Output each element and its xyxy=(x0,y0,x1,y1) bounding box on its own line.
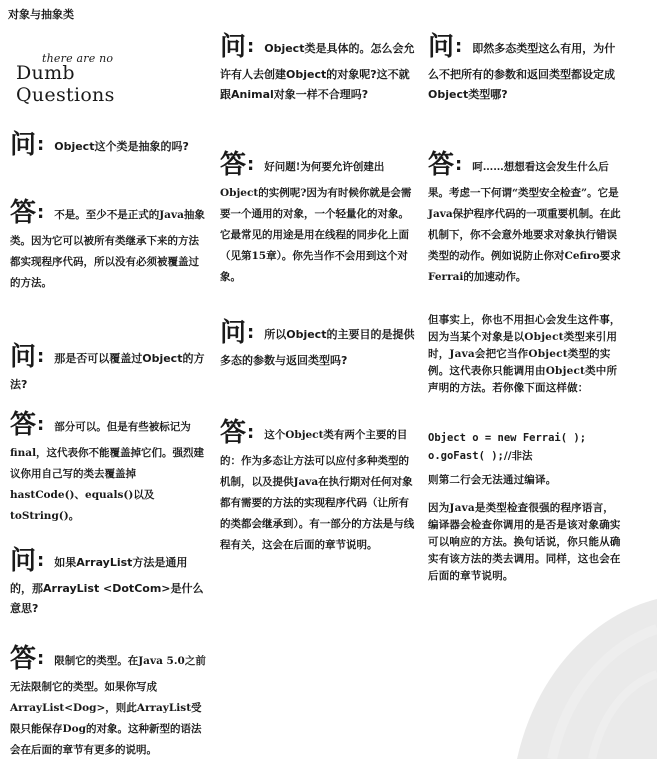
colon: : xyxy=(37,202,45,223)
answer-text: 好问题!为何要允许创建出Object的实例呢?因为有时候你就是会需要一个通用的对象，一个轻量化的对象。它最常见的用途是用在线程的同步化上面（见第15章）。你先当作不会用到这个对象。 xyxy=(220,161,412,283)
answer-6 xyxy=(428,144,624,286)
code-statement: o.goFast( ); xyxy=(428,450,504,462)
question-mark: 问 xyxy=(10,342,36,372)
answer-3 xyxy=(10,638,206,759)
question-mark: 问 xyxy=(220,32,246,62)
answer-mark: 答 xyxy=(10,644,36,674)
question-text: 那是否可以覆盖过Object的方法? xyxy=(10,352,205,391)
answer-text: 部分可以。但是有些被标记为final，这代表你不能覆盖掉它们。强烈建议你用自己写的类去覆盖掉hastCode()、equals()以及toString()。 xyxy=(10,421,205,522)
code-line-1: Object o = new Ferrai( ); xyxy=(428,432,587,444)
answer-4 xyxy=(220,144,416,286)
question-mark: 问 xyxy=(10,546,36,576)
colon: : xyxy=(37,414,45,435)
question-mark: 问 xyxy=(220,318,246,348)
answer-1 xyxy=(10,192,206,292)
answer-text: 呵……想想看这会发生什么后果。考虑一下何谓“类型安全检查”。它是Java保护程序代码的一项重要机制。在此机制下，你不会意外地要求对象执行错误类型的动作。例如说防止你对Cefiro要求Ferrai的加速动作。 xyxy=(428,161,621,283)
answer-mark: 答 xyxy=(220,418,246,448)
answer-text: 不是。至少不是正式的Java抽象类。因为它可以被所有类继承下来的方法都实现程序代码，所以没有必须被覆盖过的方法。 xyxy=(10,209,205,289)
colon: : xyxy=(247,36,255,57)
answer-mark: 答 xyxy=(220,150,246,180)
colon: : xyxy=(37,346,45,367)
question-1 xyxy=(10,124,206,161)
answer-text: 限制它的类型。在Java 5.0之前无法限制它的类型。如果你写成ArrayList<Dog>，则此ArrayList受限只能保存Dog的对象。这种新型的语法会在后面的章节有更多的说明。 xyxy=(10,655,206,756)
answer-text: 这个Object类有两个主要的目的：作为多态让方法可以应付多种类型的机制，以及提供Java在执行期对任何对象都有需要的方法的实现程序代码（让所有的类都会继承到）。有一部分的方法是与线程有关，这会在后面的章节说明。 xyxy=(220,429,415,551)
question-mark: 问 xyxy=(10,130,36,160)
question-text: Object这个类是抽象的吗? xyxy=(54,140,189,153)
seal-watermark xyxy=(507,589,657,759)
colon: : xyxy=(247,422,255,443)
dumb-questions-logo xyxy=(16,52,176,106)
question-3 xyxy=(10,540,206,617)
question-text: 所以Object的主要目的是提供多态的参数与返回类型吗? xyxy=(220,328,415,367)
colon: : xyxy=(247,322,255,343)
code-line-2 xyxy=(428,448,638,465)
paragraph-compile-error: 则第二行会无法通过编译。 xyxy=(428,474,557,486)
colon: : xyxy=(37,648,45,669)
logo-main-text: Dumb Questions xyxy=(16,62,115,106)
colon: : xyxy=(455,36,463,57)
paragraph-type-checking: 因为Java是类型检查很强的程序语言，编译器会检查你调用的是否是该对象确实可以响应的方法。换句话说，你只能从确实有该方法的类去调用。同样，这也会在后面的章节说明。 xyxy=(428,502,621,582)
chapter-header: 对象与抽象类 xyxy=(8,8,74,21)
question-2 xyxy=(10,336,206,393)
colon: : xyxy=(37,134,45,155)
question-text: 如果ArrayList方法是通用的，那ArrayList <DotCom>是什么意思? xyxy=(10,556,204,615)
question-mark: 问 xyxy=(428,32,454,62)
code-comment: //非法 xyxy=(503,450,533,462)
question-text: Object类是具体的。怎么会允许有人去创建Object的对象呢?这不就跟Animal对象一样不合理吗? xyxy=(220,42,415,101)
answer-mark: 答 xyxy=(428,150,454,180)
answer-mark: 答 xyxy=(10,410,36,440)
question-text: 即然多态类型这么有用，为什么不把所有的参数和返回类型都设定成Object类型哪? xyxy=(428,42,616,101)
colon: : xyxy=(247,154,255,175)
colon: : xyxy=(37,550,45,571)
question-4 xyxy=(220,26,416,103)
question-6 xyxy=(428,26,624,103)
paragraph-type-reference: 但事实上，你也不用担心会发生这件事，因为当某个对象是以Object类型来引用时，Java会把它当作Object类型的实例。这代表你只能调用由Object类中所声明的方法。若你像下面这样做： xyxy=(428,314,621,394)
answer-2 xyxy=(10,404,206,525)
logo-top-text: there are no xyxy=(42,52,114,65)
question-5 xyxy=(220,312,416,369)
answer-mark: 答 xyxy=(10,198,36,228)
colon: : xyxy=(455,154,463,175)
answer-5 xyxy=(220,412,416,554)
